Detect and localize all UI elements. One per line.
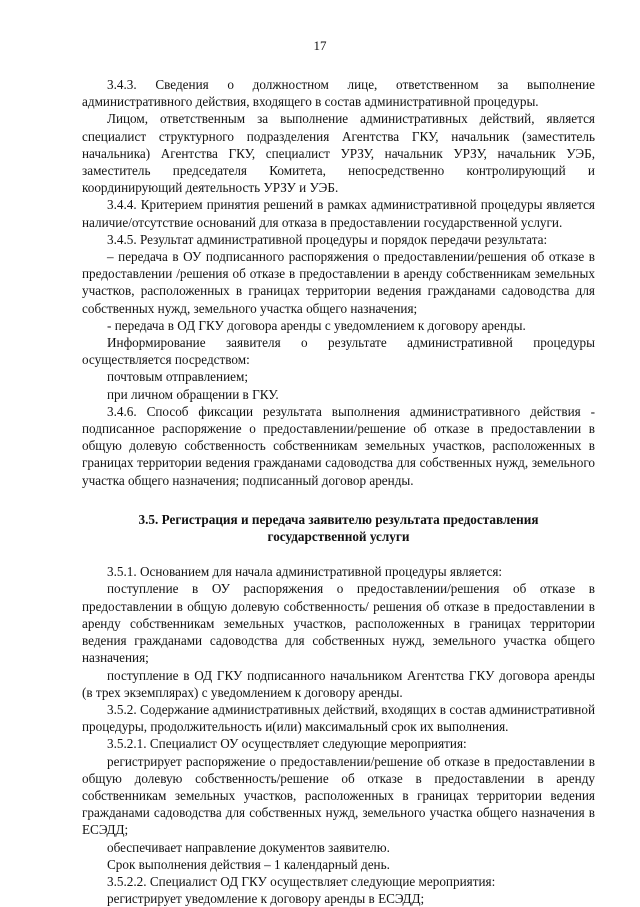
paragraph-3-4-6: 3.4.6. Способ фиксации результата выполнения административного действия - подписанное распоряжение о предоставлении/решение об отказе в предоставлении в общую долевую собственность собственникам земельных участков, расположенных в границах территории ведения гражданами садоводства для собственных нужд, земельного участка общего назначения; подписанный договор аренды.	[82, 403, 595, 488]
section-heading-3-5	[82, 511, 595, 545]
paragraph-registers-order: регистрирует распоряжение о предоставлении/решение об отказе в предоставлении в общую долевую собственность/решение об отказе в предоставлении в аренду собственникам земельных участков, расположенных в границах территории ведения гражданами садоводства для собственных нужд, земельного участка общего назначения в ЕСЭДД;	[82, 753, 595, 838]
paragraph-transfer-ou: – передача в ОУ подписанного распоряжения о предоставлении/решения об отказе в предоставлении /решения об отказе в предоставлении в аренду собственникам земельных участков, расположенных в границах территории ведения гражданами садоводства для собственных нужд, земельного участка общего назначения;	[82, 249, 595, 316]
paragraph-receipt-od: поступление в ОД ГКУ подписанного начальником Агентства ГКУ договора аренды (в трех экземплярах) с уведомлением к договору аренды.	[82, 667, 595, 700]
page-number: 17	[313, 38, 327, 53]
document-body	[82, 76, 595, 907]
paragraph-sends-documents: обеспечивает направление документов заявителю.	[107, 839, 390, 855]
paragraph-3-4-4: 3.4.4. Критерием принятия решений в рамках административной процедуры является наличие/отсутствие оснований для отказа в предоставлении государственной услуги.	[82, 197, 595, 230]
paragraph-responsible-persons: Лицом, ответственным за выполнение административных действий, является специалист структурного подразделения Агентства ГКУ, начальник (заместитель начальника) Агентства ГКУ, специалист УРЗУ, начальник УРЗУ, начальник УЭБ, заместитель председателя Комитета, непосредственно контролирующий и координирующий деятельность УРЗУ и УЭБ.	[82, 111, 595, 196]
paragraph-registers-notice: регистрирует уведомление к договору аренды в ЕСЭДД;	[107, 891, 425, 907]
paragraph-3-4-5: 3.4.5. Результат административной процедуры и порядок передачи результата:	[107, 231, 548, 247]
paragraph-informing: Информирование заявителя о результате административной процедуры осуществляется посредством:	[82, 335, 595, 368]
paragraph-3-5-2: 3.5.2. Содержание административных действий, входящих в состав административной процедуры, продолжительность и(или) максимальный срок их выполнения.	[82, 701, 595, 735]
paragraph-deadline: Срок выполнения действия – 1 календарный день.	[107, 856, 390, 872]
paragraph-3-5-1: 3.5.1. Основанием для начала административной процедуры является:	[107, 564, 503, 580]
list-item-personal: при личном обращении в ГКУ.	[107, 386, 279, 402]
section-heading-line-2: государственной услуги	[267, 529, 410, 545]
section-heading-line-1: 3.5. Регистрация и передача заявителю результата предоставления	[138, 511, 539, 527]
paragraph-3-5-2-2: 3.5.2.2. Специалист ОД ГКУ осуществляет следующие мероприятия:	[107, 873, 496, 889]
paragraph-transfer-od: - передача в ОД ГКУ договора аренды с уведомлением к договору аренды.	[107, 317, 526, 333]
list-item-mail: почтовым отправлением;	[107, 369, 249, 385]
paragraph-3-5-2-1: 3.5.2.1. Специалист ОУ осуществляет следующие мероприятия:	[107, 736, 467, 752]
paragraph-receipt-ou: поступление в ОУ распоряжения о предоставлении/решения об отказе в предоставлении в общую долевую собственность/ решения об отказе в предоставлении в аренду собственникам земельных участков, расположенных в границах территории ведения гражданами садоводства для собственных нужд, земельного участка общего назначения;	[82, 581, 595, 666]
paragraph-3-4-3: 3.4.3. Сведения о должностном лице, ответственном за выполнение административного действия, входящего в состав административной процедуры.	[82, 77, 595, 110]
